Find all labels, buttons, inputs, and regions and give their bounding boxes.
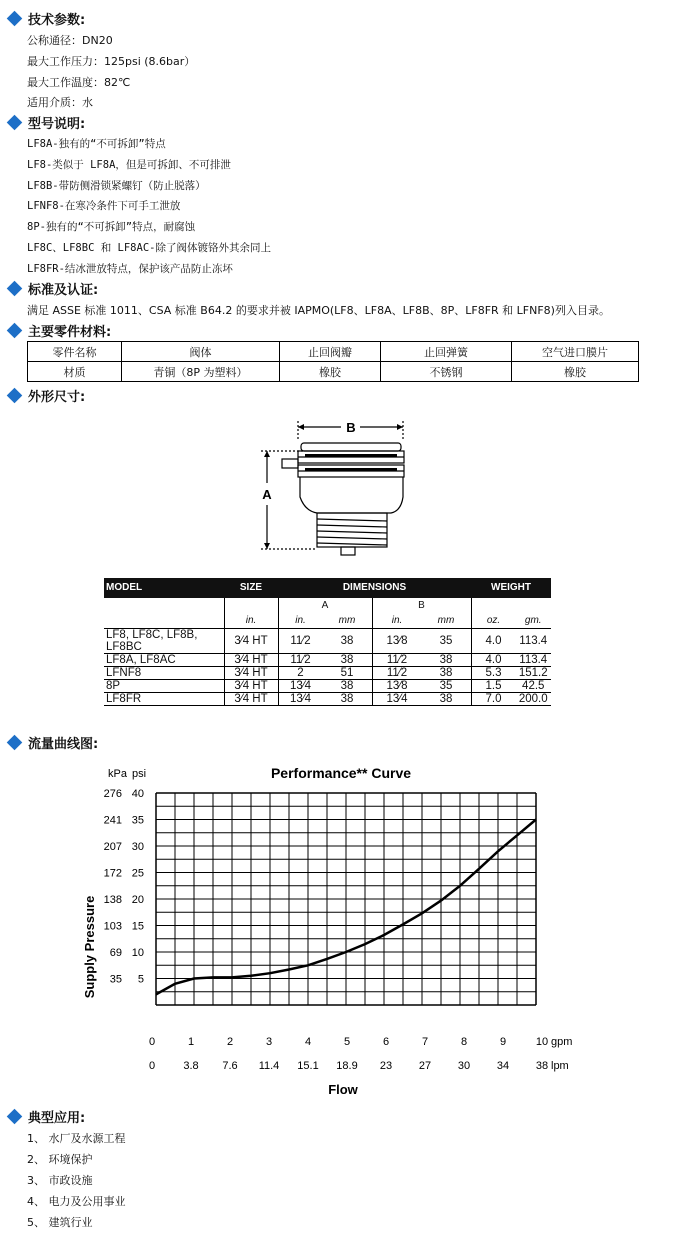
- x-tick-label-lpm: 34: [496, 1060, 510, 1072]
- standards-text: 满足 ASSE 标准 1011、CSA 标准 B64.2 的要求并被 IAPMO(LF8、LF8A、LF8B、8P、LF8FR 和 LFNF8)列入目录。: [27, 304, 610, 317]
- table-row: [104, 629, 551, 654]
- y-tick-label-kpa: 276: [103, 788, 122, 800]
- size-cell: 3⁄4 HT: [224, 629, 278, 654]
- a-mm-cell: 38: [323, 654, 373, 667]
- section-title: 技术参数:: [28, 12, 86, 28]
- table-subheader-row: [104, 598, 551, 613]
- x-tick-label-lpm: 0: [148, 1060, 156, 1072]
- drawing-label-a: A: [262, 487, 272, 502]
- b-in-cell: 11⁄2: [372, 667, 422, 680]
- y-tick-label-kpa: 207: [103, 841, 122, 853]
- model-line: 8P-独有的“不可拆卸”特点，耐腐蚀: [27, 221, 196, 233]
- y-tick-label-psi: 40: [131, 788, 144, 800]
- x-tick-label-gpm: 1: [187, 1036, 195, 1048]
- header-weight: WEIGHT: [471, 578, 551, 598]
- gm-cell: 42.5: [516, 680, 552, 693]
- gm-cell: 200.0: [516, 693, 552, 706]
- section-header-flow: [6, 733, 98, 751]
- unit-cell: mm: [323, 613, 373, 629]
- gm-cell: 113.4: [516, 629, 552, 654]
- section-title: 外形尺寸:: [28, 389, 86, 405]
- header-size: SIZE: [224, 578, 278, 598]
- table-row: [104, 667, 551, 680]
- section-header-tech: [6, 9, 85, 27]
- y-tick-label-kpa: 138: [103, 894, 122, 906]
- a-in-cell: 13⁄4: [278, 693, 323, 706]
- application-item: 2、 环境保护: [27, 1153, 93, 1166]
- y-unit-kpa: kPa: [108, 768, 127, 780]
- model-cell: LF8, LF8C, LF8B, LF8BC: [104, 629, 224, 654]
- table-row: [104, 680, 551, 693]
- b-in-cell: 13⁄8: [372, 680, 422, 693]
- b-mm-cell: 35: [422, 680, 472, 693]
- section-title: 标准及认证:: [28, 282, 99, 298]
- oz-cell: 5.3: [471, 667, 516, 680]
- section-title: 典型应用:: [28, 1110, 86, 1126]
- x-tick-label-lpm: 18.9: [336, 1060, 358, 1072]
- tech-line: 最大工作压力：125psi (8.6bar）: [27, 55, 196, 68]
- table-cell: 阀体: [122, 342, 280, 362]
- section-title: 主要零件材料:: [28, 324, 112, 340]
- model-cell: 8P: [104, 680, 224, 693]
- table-row: [104, 693, 551, 706]
- x-unit-gpm: gpm: [551, 1036, 573, 1048]
- subheader-a: A: [278, 598, 372, 613]
- y-tick-label-psi: 5: [137, 973, 144, 986]
- model-line: LF8FR-结冰泄放特点，保护该产品防止冻坏: [27, 263, 233, 275]
- model-cell: LF8FR: [104, 693, 224, 706]
- model-line: LFNF8-在寒冷条件下可手工泄放: [27, 200, 181, 212]
- application-item: 1、 水厂及水源工程: [27, 1132, 126, 1145]
- size-cell: 3⁄4 HT: [224, 693, 278, 706]
- diamond-bullet-icon: [7, 387, 23, 403]
- x-tick-label-lpm: 23: [379, 1060, 393, 1072]
- x-tick-label-gpm: 2: [226, 1036, 234, 1048]
- application-item: 3、 市政设施: [27, 1174, 93, 1187]
- b-in-cell: 13⁄8: [372, 629, 422, 654]
- x-tick-label-lpm: 7.6: [222, 1060, 238, 1072]
- table-cell: 空气进口膜片: [512, 342, 639, 362]
- table-cell: 橡胶: [512, 362, 639, 382]
- section-title: 流量曲线图:: [28, 736, 99, 752]
- application-item: 4、 电力及公用事业: [27, 1195, 126, 1208]
- section-header-standards: [6, 279, 98, 297]
- model-line: LF8A-独有的“不可拆卸”特点: [27, 138, 166, 150]
- x-tick-label-gpm: 10: [535, 1036, 549, 1048]
- drawing-label-b: B: [346, 420, 356, 435]
- oz-cell: 4.0: [471, 629, 516, 654]
- x-tick-label-gpm: 0: [148, 1036, 156, 1048]
- a-mm-cell: 38: [323, 680, 373, 693]
- table-cell: 不锈钢: [381, 362, 512, 382]
- header-model: MODEL: [104, 578, 224, 598]
- application-item: 5、 建筑行业: [27, 1216, 93, 1229]
- unit-cell: in.: [278, 613, 323, 629]
- table-row: [28, 342, 639, 362]
- table-cell: 零件名称: [28, 342, 122, 362]
- tech-line: 适用介质：水: [27, 96, 93, 109]
- model-cell: LFNF8: [104, 667, 224, 680]
- y-tick-label-kpa: 172: [103, 867, 122, 880]
- unit-cell: in.: [372, 613, 422, 629]
- x-tick-label-gpm: 7: [421, 1036, 429, 1048]
- table-cell: 橡胶: [280, 362, 381, 382]
- b-mm-cell: 38: [422, 667, 472, 680]
- header-dimensions: DIMENSIONS: [278, 578, 471, 598]
- model-line: LF8B-带防侧滑锁紧螺钉（防止脱落）: [27, 180, 206, 192]
- section-header-materials: [6, 321, 111, 339]
- x-tick-label-lpm: 3.8: [183, 1060, 199, 1072]
- model-cell: LF8A, LF8AC: [104, 654, 224, 667]
- x-tick-label-gpm: 4: [304, 1036, 312, 1048]
- gm-cell: 113.4: [516, 654, 552, 667]
- table-units-row: [104, 613, 551, 629]
- oz-cell: 1.5: [471, 680, 516, 693]
- table-cell: 材质: [28, 362, 122, 382]
- subheader-b: B: [372, 598, 471, 613]
- x-tick-label-lpm: 11.4: [258, 1060, 280, 1072]
- y-tick-label-psi: 15: [131, 920, 144, 933]
- unit-cell: oz.: [471, 613, 516, 629]
- diamond-bullet-icon: [7, 734, 23, 750]
- section-title: 型号说明:: [28, 116, 86, 132]
- table-header-row: [104, 578, 551, 598]
- model-line: LF8-类似于 LF8A，但是可拆卸、不可排泄: [27, 159, 231, 171]
- materials-table: [27, 341, 639, 382]
- table-cell: 青铜（8P 为塑料）: [122, 362, 280, 382]
- y-tick-label-psi: 25: [131, 867, 144, 880]
- b-mm-cell: 38: [422, 654, 472, 667]
- y-tick-label-kpa: 241: [103, 814, 122, 827]
- x-unit-lpm: lpm: [551, 1060, 569, 1072]
- y-tick-label-psi: 10: [131, 947, 144, 959]
- y-tick-label-psi: 20: [131, 894, 144, 906]
- size-cell: 3⁄4 HT: [224, 680, 278, 693]
- y-tick-label-kpa: 69: [109, 947, 122, 959]
- y-unit-psi: psi: [132, 768, 147, 780]
- performance-chart: [70, 760, 610, 1105]
- x-tick-label-gpm: 3: [265, 1036, 273, 1048]
- x-tick-label-gpm: 5: [343, 1036, 351, 1048]
- y-tick-label-psi: 30: [131, 841, 144, 853]
- table-cell: 止回阀瓣: [280, 342, 381, 362]
- section-header-applications: [6, 1107, 85, 1125]
- tech-line: 公称通径：DN20: [27, 34, 113, 47]
- x-tick-label-gpm: 8: [460, 1036, 468, 1048]
- b-mm-cell: 35: [422, 629, 472, 654]
- a-mm-cell: 51: [323, 667, 373, 680]
- b-mm-cell: 38: [422, 693, 472, 706]
- size-cell: 3⁄4 HT: [224, 654, 278, 667]
- dimensions-table: [104, 578, 551, 706]
- a-in-cell: 11⁄2: [278, 654, 323, 667]
- table-cell: 止回弹簧: [381, 342, 512, 362]
- a-mm-cell: 38: [323, 693, 373, 706]
- x-tick-label-lpm: 27: [418, 1060, 432, 1072]
- unit-cell: in.: [224, 613, 278, 629]
- oz-cell: 4.0: [471, 654, 516, 667]
- y-tick-label-psi: 35: [131, 814, 144, 827]
- x-tick-label-lpm: 38: [535, 1060, 549, 1072]
- a-in-cell: 13⁄4: [278, 680, 323, 693]
- oz-cell: 7.0: [471, 693, 516, 706]
- diamond-bullet-icon: [7, 10, 23, 26]
- x-tick-label-gpm: 9: [499, 1036, 507, 1048]
- chart-title: Performance** Curve: [270, 765, 412, 781]
- x-tick-label-lpm: 15.1: [297, 1060, 319, 1072]
- unit-cell: mm: [422, 613, 472, 629]
- section-header-models: [6, 113, 85, 131]
- gm-cell: 151.2: [516, 667, 552, 680]
- table-row: [104, 654, 551, 667]
- diamond-bullet-icon: [7, 280, 23, 296]
- section-header-dimensions: [6, 386, 85, 404]
- y-tick-label-kpa: 103: [103, 920, 122, 933]
- x-tick-label-lpm: 30: [457, 1060, 471, 1072]
- model-line: LF8C、LF8BC 和 LF8AC-除了阀体镀铬外其余同上: [27, 242, 271, 254]
- y-axis-label: Supply Pressure: [82, 895, 97, 999]
- table-row: [28, 362, 639, 382]
- size-cell: 3⁄4 HT: [224, 667, 278, 680]
- valve-drawing: [255, 415, 425, 560]
- diamond-bullet-icon: [7, 114, 23, 130]
- x-axis-label: Flow: [328, 1082, 358, 1097]
- unit-cell: gm.: [516, 613, 552, 629]
- diamond-bullet-icon: [7, 1108, 23, 1124]
- a-mm-cell: 38: [323, 629, 373, 654]
- a-in-cell: 11⁄2: [278, 629, 323, 654]
- y-tick-label-kpa: 35: [109, 973, 122, 986]
- b-in-cell: 11⁄2: [372, 654, 422, 667]
- x-tick-label-gpm: 6: [382, 1036, 390, 1048]
- b-in-cell: 13⁄4: [372, 693, 422, 706]
- a-in-cell: 2: [278, 667, 323, 680]
- diamond-bullet-icon: [7, 322, 23, 338]
- tech-line: 最大工作温度：82℃: [27, 76, 131, 89]
